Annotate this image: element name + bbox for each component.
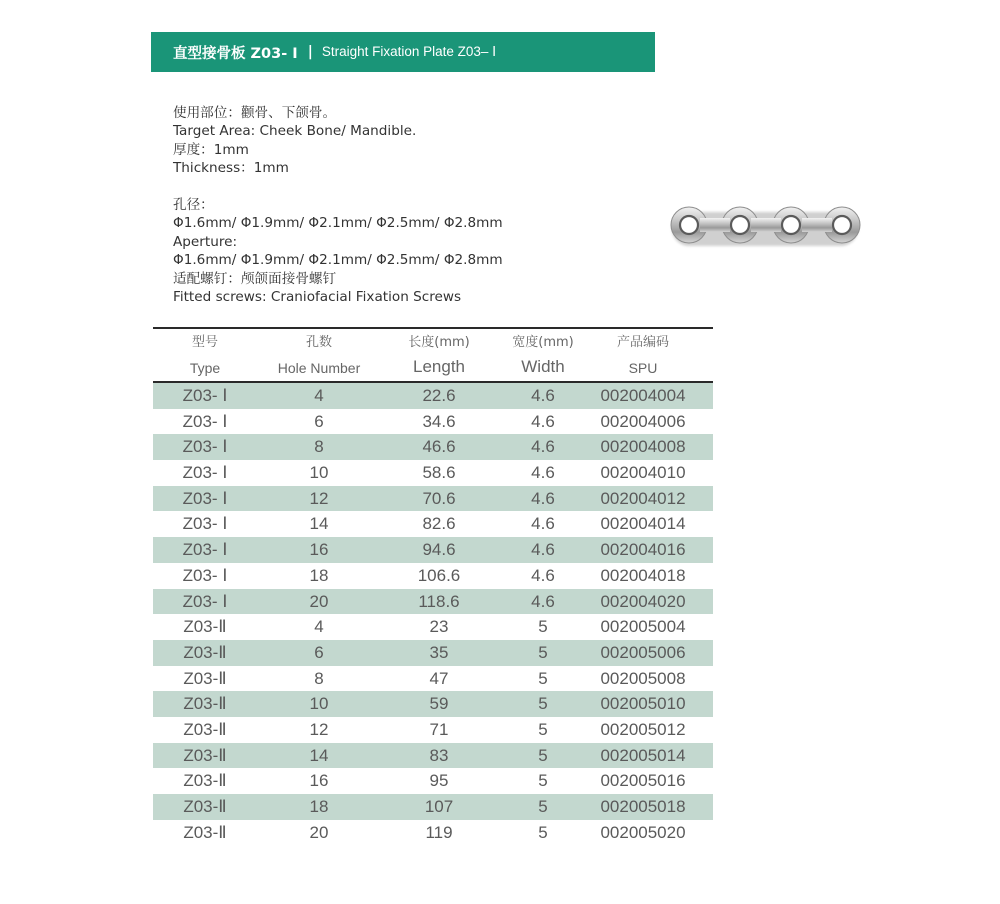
header-label-zh: 宽度(mm) <box>512 335 574 350</box>
table-header <box>153 329 713 383</box>
cell-width: 5 <box>538 719 548 739</box>
header-label-en: Hole Number <box>277 360 361 376</box>
table-row <box>153 460 713 486</box>
table-row <box>153 511 713 537</box>
cell-width: 5 <box>538 822 548 842</box>
cell-length: 46.6 <box>422 437 456 457</box>
cell-spu: 002005020 <box>600 822 686 842</box>
table-row <box>153 743 713 769</box>
cell-width: 4.6 <box>531 463 555 483</box>
header-label-zh: 产品编码 <box>616 335 669 350</box>
title-banner <box>151 32 655 72</box>
cell-width: 4.6 <box>531 540 555 560</box>
cell-length: 71 <box>429 719 449 739</box>
title-separator: | <box>307 44 313 60</box>
header-label-en: Width <box>521 357 565 376</box>
cell-length: 58.6 <box>422 463 456 483</box>
table-row <box>153 589 713 615</box>
cell-type: Z03-Ⅱ <box>183 797 227 816</box>
cell-spu: 002004006 <box>600 411 686 431</box>
cell-type: Z03- Ⅰ <box>182 591 228 611</box>
cell-spu: 002005004 <box>600 617 686 637</box>
cell-type: Z03- Ⅰ <box>182 540 228 560</box>
table-row <box>153 434 713 460</box>
column-header-type <box>153 329 257 381</box>
cell-length: 70.6 <box>422 488 456 508</box>
cell-length: 34.6 <box>422 411 456 431</box>
header-label-en: Length <box>413 357 465 376</box>
cell-type: Z03- Ⅰ <box>182 514 228 534</box>
cell-hole-number: 8 <box>314 668 324 688</box>
table-row <box>153 691 713 717</box>
cell-spu: 002005012 <box>600 719 686 739</box>
cell-width: 5 <box>538 745 548 765</box>
cell-length: 83 <box>429 745 449 765</box>
table-row <box>153 717 713 743</box>
cell-spu: 002005016 <box>600 771 686 791</box>
spec-block <box>173 104 503 306</box>
cell-length: 82.6 <box>422 514 456 534</box>
table-row <box>153 666 713 692</box>
cell-width: 4.6 <box>531 411 555 431</box>
cell-length: 106.6 <box>417 565 461 585</box>
cell-type: Z03-Ⅱ <box>183 642 227 662</box>
cell-spu: 002004016 <box>600 540 686 560</box>
cell-width: 4.6 <box>531 386 555 405</box>
header-label-en: Type <box>189 360 221 376</box>
fitted-screws-en: Fitted screws: Craniofacial Fixation Screws <box>173 288 462 305</box>
thickness-en: Thickness：1mm <box>173 160 289 177</box>
cell-hole-number: 10 <box>309 463 329 483</box>
aperture-zh-values: Φ1.6mm/ Φ1.9mm/ Φ2.1mm/ Φ2.5mm/ Φ2.8mm <box>173 215 503 232</box>
title-en: Straight Fixation Plate Z03– Ⅰ <box>321 44 497 59</box>
cell-width: 5 <box>538 668 548 688</box>
screw-hole <box>782 216 800 234</box>
cell-hole-number: 16 <box>309 771 329 791</box>
cell-hole-number: 12 <box>309 488 329 508</box>
cell-hole-number: 20 <box>309 822 329 842</box>
column-header-hole-number <box>257 329 381 381</box>
cell-width: 5 <box>538 797 548 816</box>
cell-length: 35 <box>429 642 449 662</box>
cell-spu: 002005008 <box>600 668 686 688</box>
column-header-width <box>497 329 589 381</box>
cell-type: Z03- Ⅰ <box>182 463 228 483</box>
cell-spu: 002004018 <box>600 565 686 585</box>
cell-type: Z03- Ⅰ <box>182 488 228 508</box>
plate-graphic <box>664 198 866 256</box>
table-row <box>153 409 713 435</box>
cell-width: 4.6 <box>531 514 555 534</box>
aperture-zh-label: 孔径： <box>173 196 214 213</box>
cell-hole-number: 4 <box>314 617 324 637</box>
cell-hole-number: 8 <box>314 437 324 457</box>
cell-width: 5 <box>538 771 548 791</box>
table-row <box>153 640 713 666</box>
cell-hole-number: 18 <box>309 797 329 816</box>
header-label-zh: 孔数 <box>305 335 332 350</box>
fitted-screws-zh: 适配螺钉：颅颌面接骨螺钉 <box>173 270 337 287</box>
header-label-zh: 型号 <box>191 335 218 350</box>
cell-spu: 002004014 <box>600 514 686 534</box>
cell-type: Z03-Ⅱ <box>183 694 227 714</box>
cell-length: 94.6 <box>422 540 456 560</box>
cell-hole-number: 16 <box>309 540 329 560</box>
table-row <box>153 820 713 846</box>
cell-hole-number: 14 <box>309 514 329 534</box>
screw-hole <box>731 216 749 234</box>
cell-spu: 002004010 <box>600 463 686 483</box>
cell-hole-number: 10 <box>309 694 329 714</box>
cell-hole-number: 12 <box>309 719 329 739</box>
cell-hole-number: 6 <box>314 411 324 431</box>
cell-hole-number: 6 <box>314 642 324 662</box>
cell-hole-number: 14 <box>309 745 329 765</box>
cell-width: 4.6 <box>531 437 555 457</box>
cell-spu: 002005014 <box>600 745 686 765</box>
cell-type: Z03-Ⅱ <box>183 771 227 791</box>
cell-type: Z03- Ⅰ <box>182 565 228 585</box>
cell-spu: 002004020 <box>600 591 686 611</box>
straight-fixation-plate-icon <box>664 198 866 256</box>
cell-length: 95 <box>429 771 449 791</box>
cell-spu: 002005010 <box>600 694 686 714</box>
cell-hole-number: 20 <box>309 591 329 611</box>
cell-width: 5 <box>538 642 548 662</box>
cell-length: 119 <box>425 822 453 842</box>
cell-type: Z03-Ⅱ <box>183 617 227 637</box>
cell-type: Z03-Ⅱ <box>183 745 227 765</box>
table-row <box>153 383 713 409</box>
header-label-zh: 长度(mm) <box>408 335 470 350</box>
cell-spu: 002004008 <box>600 437 686 457</box>
table-row <box>153 768 713 794</box>
table-row <box>153 794 713 820</box>
cell-type: Z03- Ⅰ <box>182 411 228 431</box>
cell-spu: 002004012 <box>600 488 686 508</box>
cell-spu: 002005018 <box>600 797 686 816</box>
column-header-length <box>381 329 497 381</box>
cell-length: 59 <box>429 694 449 714</box>
thickness-zh: 厚度：1mm <box>173 141 249 158</box>
product-spec-table <box>153 327 713 845</box>
header-label-en: SPU <box>628 360 658 376</box>
cell-hole-number: 18 <box>309 565 329 585</box>
screw-hole <box>833 216 851 234</box>
title-zh: 直型接骨板 Z03- Ⅰ <box>173 45 298 62</box>
aperture-en-values: Φ1.6mm/ Φ1.9mm/ Φ2.1mm/ Φ2.5mm/ Φ2.8mm <box>173 252 503 269</box>
screw-hole <box>680 216 698 234</box>
cell-length: 47 <box>429 668 449 688</box>
target-area-en: Target Area: Cheek Bone/ Mandible. <box>173 123 417 140</box>
cell-width: 4.6 <box>531 488 555 508</box>
cell-width: 5 <box>538 694 548 714</box>
cell-spu: 002004004 <box>600 386 686 405</box>
cell-width: 4.6 <box>531 591 555 611</box>
cell-length: 23 <box>429 617 449 637</box>
cell-width: 4.6 <box>531 565 555 585</box>
cell-length: 22.6 <box>422 386 456 405</box>
table-row <box>153 614 713 640</box>
cell-spu: 002005006 <box>600 642 686 662</box>
cell-length: 107 <box>424 797 454 816</box>
cell-type: Z03-Ⅱ <box>183 822 227 842</box>
table-row <box>153 486 713 512</box>
cell-type: Z03-Ⅱ <box>183 668 227 688</box>
cell-type: Z03- Ⅰ <box>182 386 228 405</box>
cell-type: Z03-Ⅱ <box>183 719 227 739</box>
table-row <box>153 537 713 563</box>
aperture-en-label: Aperture: <box>173 233 238 250</box>
usage-zh: 使用部位：颧骨、下颌骨。 <box>173 105 337 121</box>
cell-type: Z03- Ⅰ <box>182 437 228 457</box>
column-header-spu <box>589 329 697 381</box>
cell-length: 118.6 <box>418 591 460 611</box>
spacer <box>173 178 503 196</box>
cell-hole-number: 4 <box>314 386 324 405</box>
table-row <box>153 563 713 589</box>
cell-width: 5 <box>538 617 548 637</box>
